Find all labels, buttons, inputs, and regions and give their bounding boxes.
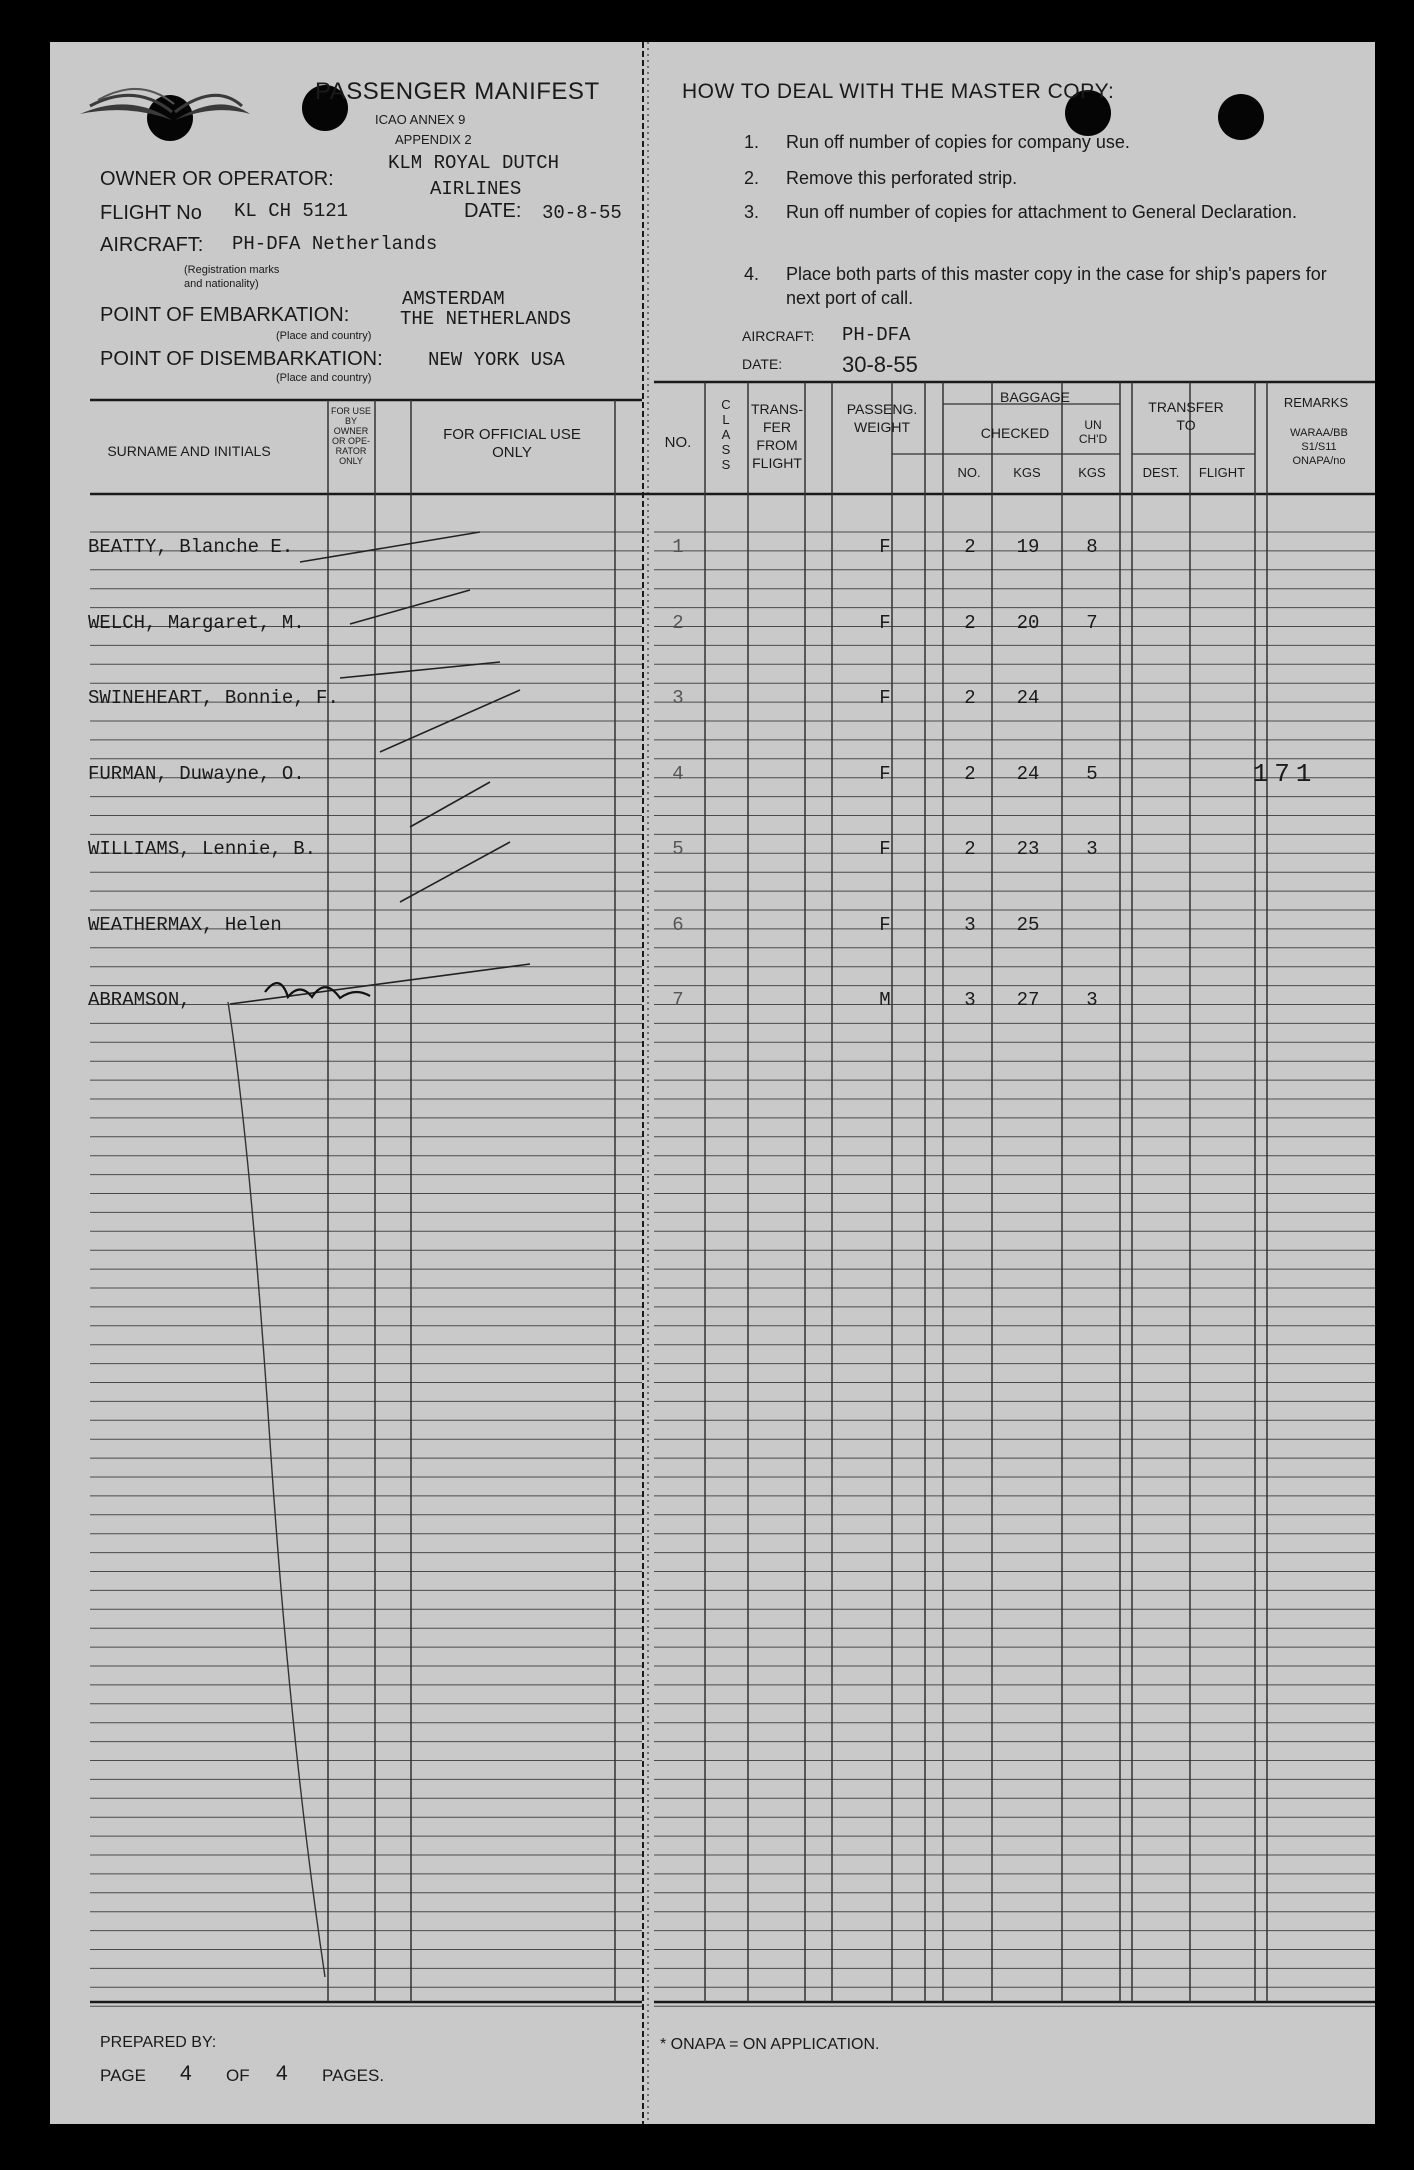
col-bag-kgs: KGS [1013,465,1041,480]
instruction-4: Place both parts of this master copy in the case for ship's papers for next port of call. [786,264,1327,308]
page-total: 4 [276,2062,288,2085]
date-label: DATE: [464,200,522,222]
col-official-use: FOR OFFICIAL USE ONLY [443,426,581,461]
baggage-kgs: 23 [1016,838,1040,860]
col-no: NO. [664,434,692,451]
baggage-count: 2 [964,687,976,709]
baggage-kgs: 19 [1016,536,1040,558]
baggage-count: 2 [964,536,976,558]
page-label: PAGE [100,2066,146,2085]
onapa-note: * ONAPA = ON APPLICATION. [660,2036,880,2053]
instructions-title: HOW TO DEAL WITH THE MASTER COPY: [682,80,1115,103]
unchecked-kgs: 3 [1086,989,1098,1011]
passenger-sex: F [879,536,891,558]
passenger-no: 7 [672,989,684,1011]
unchecked-kgs: 3 [1086,838,1098,860]
passenger-sex: M [879,989,891,1011]
passenger-sex: F [879,913,891,936]
col-remarks: REMARKS [1283,395,1349,410]
passenger-no: 4 [672,762,684,785]
col-dest: DEST. [1142,465,1180,480]
embarkation-value-line2: THE NETHERLANDS [400,308,572,330]
instruction-num-2: 2. [744,168,760,188]
instruction-num-4: 4. [744,264,760,284]
col-transfer-to: TRANSFER TO [1148,399,1224,433]
page-num: 4 [180,2062,192,2085]
passenger-no: 6 [672,913,684,936]
passenger-name: FURMAN, Duwayne, O. [88,762,305,785]
passenger-no: 3 [672,687,684,709]
baggage-kgs: 27 [1016,989,1040,1011]
place-note: (Place and country) [276,330,372,342]
instr-date-label: DATE: [742,356,783,372]
disembarkation-label: POINT OF DISEMBARKATION: [100,348,383,370]
instruction-1: Run off number of copies for company use. [786,132,1130,152]
baggage-count: 3 [964,989,976,1011]
instruction-2: Remove this perforated strip. [786,168,1018,188]
passenger-name: WEATHERMAX, Helen [88,913,282,936]
col-remarks-sub: WARAA/BB S1/S11 ONAPA/no [1290,427,1348,467]
of-label: OF [226,2066,250,2085]
passenger-name: WELCH, Margaret, M. [88,611,305,634]
date-value: 30-8-55 [542,202,622,224]
baggage-kgs: 25 [1016,913,1040,936]
aircraft-value: PH-DFA Netherlands [232,233,438,255]
instr-aircraft-label: AIRCRAFT: [742,328,815,344]
passenger-name: BEATTY, Blanche E. [88,536,294,558]
appendix-text: APPENDIX 2 [395,132,472,147]
passenger-name: SWINEHEART, Bonnie, F. [88,687,339,709]
disembarkation-value: NEW YORK USA [428,349,565,371]
instruction-3: Run off number of copies for attachment to General Declaration. [786,202,1297,222]
col-passeng-weight: PASSENG. WEIGHT [846,401,918,435]
passenger-no: 5 [672,838,684,860]
instruction-num-1: 1. [744,132,760,152]
passenger-sex: F [879,838,891,860]
flight-label: FLIGHT No [100,202,202,224]
passenger-sex: F [879,687,891,709]
passenger-no: 1 [672,536,684,558]
baggage-kgs: 24 [1016,687,1040,709]
col-owner-use: FOR USE BY OWNER OR OPE-RATOR ONLY [330,406,371,466]
registration-note-2: and nationality) [184,278,259,290]
passenger-no: 2 [672,611,684,634]
instr-date-value: 30-8-55 [842,352,918,377]
passenger-sex: F [879,762,891,785]
instruction-num-3: 3. [744,202,760,222]
aircraft-label: AIRCRAFT: [100,234,204,256]
baggage-kgs: 20 [1016,611,1040,634]
col-surname: SURNAME AND INITIALS [107,443,271,459]
baggage-count: 2 [964,838,976,860]
instr-aircraft-value: PH-DFA [842,324,911,346]
manifest-title: PASSENGER MANIFEST [315,78,600,105]
owner-value-line2: AIRLINES [430,178,522,200]
embarkation-label: POINT OF EMBARKATION: [100,304,350,326]
owner-label: OWNER OR OPERATOR: [100,168,334,190]
col-baggage: BAGGAGE [999,389,1071,405]
place-note-2: (Place and country) [276,372,372,384]
prepared-by-label: PREPARED BY: [100,2034,217,2051]
baggage-count: 2 [964,762,976,785]
col-checked: CHECKED [980,425,1050,441]
manifest-grid [50,42,1375,2124]
unchecked-kgs: 8 [1086,536,1098,558]
col-flight: FLIGHT [1198,465,1246,480]
annex-text: ICAO ANNEX 9 [375,112,466,127]
registration-note: (Registration marks [184,264,280,276]
baggage-count: 2 [964,611,976,634]
col-unchd: UN CH'D [1078,418,1108,446]
manifest-page [50,42,1375,2124]
col-transfer-from: TRANS-FER FROM FLIGHT [750,401,804,471]
passenger-sex: F [879,611,891,634]
col-unchd-kgs: KGS [1078,465,1106,480]
flight-value: KL CH 5121 [234,200,349,222]
embarkation-value-line1: AMSTERDAM [402,288,505,310]
col-bag-no: NO. [957,465,981,480]
passenger-name: ABRAMSON, [88,989,191,1011]
unchecked-kgs: 5 [1086,762,1098,785]
owner-value-line1: KLM ROYAL DUTCH [388,152,560,174]
remark-number: 171 [1252,758,1318,789]
passenger-name: WILLIAMS, Lennie, B. [88,838,317,860]
col-class: C L A S S [721,397,731,472]
baggage-kgs: 24 [1016,762,1040,785]
unchecked-kgs: 7 [1086,611,1098,634]
baggage-count: 3 [964,913,976,936]
pages-label: PAGES. [322,2066,385,2085]
